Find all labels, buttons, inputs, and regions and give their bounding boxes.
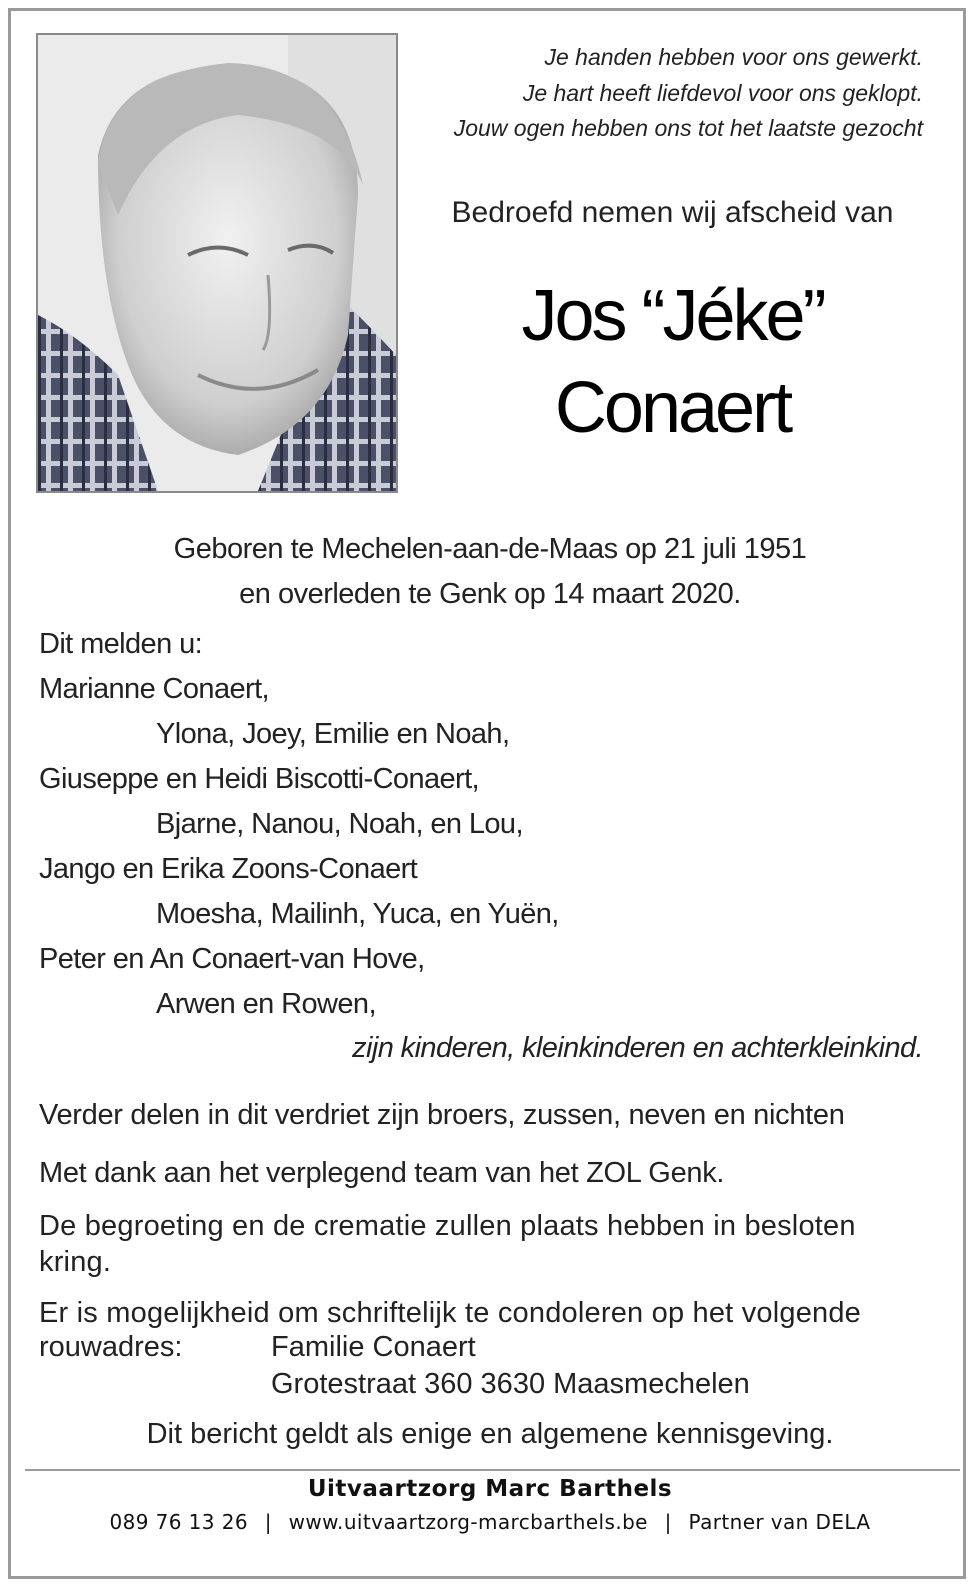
death-line: en overleden te Genk op 14 maart 2020.: [239, 578, 741, 610]
announce-label: Dit melden u:: [39, 628, 203, 660]
further-mourners: Verder delen in dit verdriet zijn broers, zussen, neven en nichten: [39, 1099, 845, 1131]
deceased-name-first: Jos “Jéke”: [521, 276, 824, 356]
footer-contact: [0, 1510, 980, 1534]
family-line: Ylona, Joey, Emilie en Noah,: [156, 718, 510, 750]
footer-partner: Partner van DELA: [688, 1510, 871, 1534]
poem-line-2: Je hart heeft liefdevol voor ons geklopt.: [522, 79, 923, 106]
birth-line: Geboren te Mechelen-aan-de-Maas op 21 juli 1951: [173, 533, 807, 565]
family-line: Bjarne, Nanou, Noah, en Lou,: [156, 808, 523, 840]
birth-death-info: [0, 527, 980, 617]
ceremony-text: De begroeting en de crematie zullen plaats hebben in besloten kring.: [39, 1210, 856, 1278]
undertaker-name: Uitvaartzorg Marc Barthels: [307, 1476, 673, 1502]
memorial-poem: [403, 40, 923, 147]
condolence-text: Er is mogelijkheid om schriftelijk te condoleren op het volgende: [39, 1297, 862, 1329]
poem-line-3: Jouw ogen hebben ons tot het laatste gezocht: [453, 115, 923, 141]
family-line: Marianne Conaert,: [39, 673, 269, 705]
deceased-name-last: Conaert: [554, 368, 791, 448]
family-line: Giuseppe en Heidi Biscotti-Conaert,: [39, 763, 480, 795]
portrait-photo: [36, 33, 398, 493]
footer-divider: [25, 1469, 960, 1471]
poem-line-1: Je handen hebben voor ons gewerkt.: [544, 44, 923, 70]
family-line: Jango en Erika Zoons-Conaert: [39, 853, 418, 885]
intro-text: Bedroefd nemen wij afscheid van: [451, 196, 894, 229]
address-label: rouwadres:: [39, 1331, 183, 1363]
thanks-text: Met dank aan het verplegend team van het ZOL Genk.: [39, 1157, 725, 1189]
footer-phone: 089 76 13 26: [109, 1510, 248, 1534]
address-line-2: Grotestraat 360 3630 Maasmechelen: [271, 1368, 750, 1400]
family-line: Peter en An Conaert-van Hove,: [39, 943, 425, 975]
family-closing: zijn kinderen, kleinkinderen en achterkleinkind.: [352, 1032, 923, 1064]
family-line: Arwen en Rowen,: [156, 988, 376, 1020]
family-line: Moesha, Mailinh, Yuca, en Yuën,: [156, 898, 559, 930]
address-line-1: Familie Conaert: [271, 1331, 476, 1363]
footer-separator: |: [264, 1510, 272, 1534]
footer-separator: |: [664, 1510, 672, 1534]
notice-text: Dit bericht geldt als enige en algemene kennisgeving.: [146, 1418, 834, 1450]
footer-website[interactable]: www.uitvaartzorg-marcbarthels.be: [288, 1510, 648, 1534]
